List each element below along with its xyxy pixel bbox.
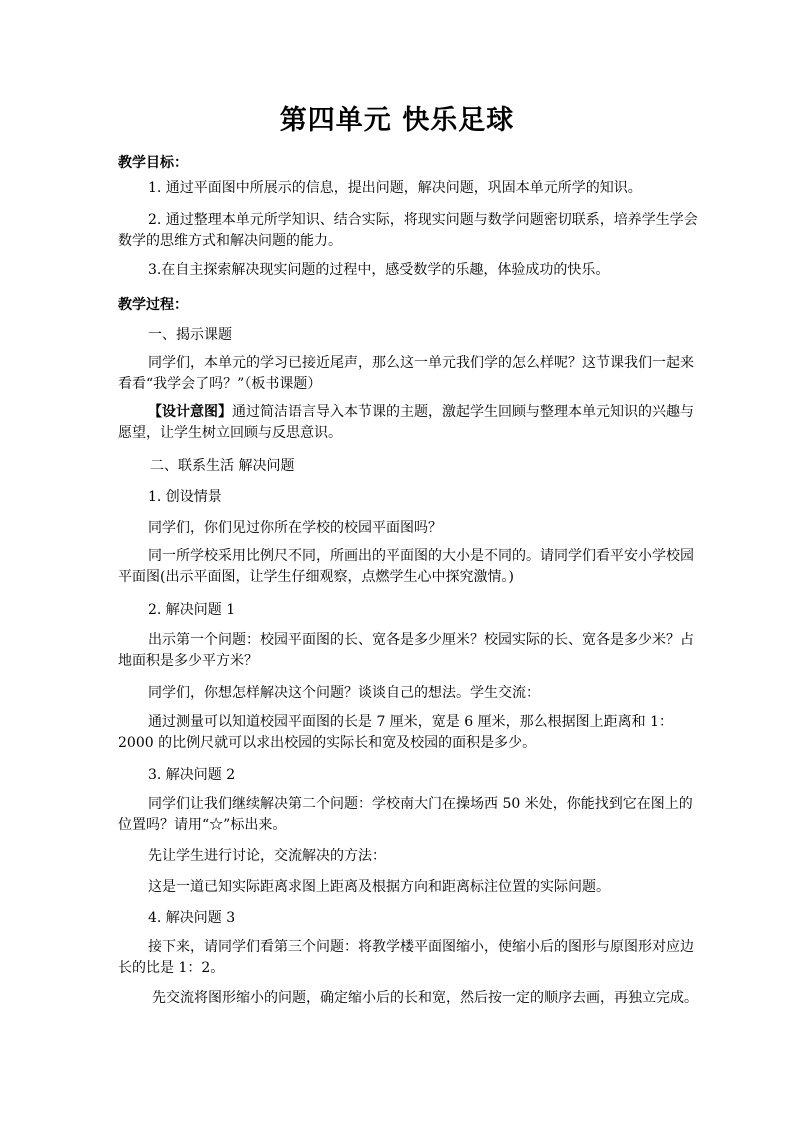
section-1-title: 一、揭示课题 [148, 327, 232, 343]
section-2-title: 二、联系生活 解决问题 [150, 458, 295, 474]
step-2-paragraph-1: 出示第一个问题：校园平面图的长、宽各是多少厘米？校园实际的长、宽各是多少米？占地面积是多少平方米？ [118, 632, 694, 669]
objective-item-3: 3.在自主探索解决现实问题的过程中，感受数学的乐趣，体验成功的快乐。 [148, 262, 610, 278]
step-1-paragraph-2: 同一所学校采用比例尺不同，所画出的平面图的大小是不同的。请同学们看平安小学校园平面图(出示平面图，让学生仔细观察，点燃学生心中探究激情。) [118, 548, 694, 585]
objective-item-2: 2. 通过整理本单元所学知识、结合实际，将现实问题与数学问题密切联系，培养学生学会数学的思维方式和解决问题的能力。 [118, 212, 698, 249]
design-intent-text: 通过简洁语言导入本节课的主题，激起学生回顾与整理本单元知识的兴趣与愿望，让学生树立回顾与反思意识。 [118, 404, 694, 441]
document-title: 第四单元 快乐足球 [279, 105, 515, 136]
step-4-paragraph-2: 先交流将图形缩小的问题，确定缩小后的长和宽，然后按一定的顺序去画，再独立完成。 [152, 990, 698, 1006]
section-1-paragraph: 同学们，本单元的学习已接近尾声，那么这一单元我们学的怎么样呢？这节课我们一起来看看“我学会了吗？”（板书课题） [118, 355, 694, 392]
design-intent-paragraph [118, 402, 698, 444]
step-3-paragraph-3: 这是一道已知实际距离求图上距离及根据方向和距离标注位置的实际问题。 [148, 879, 610, 895]
step-2-paragraph-2: 同学们，你想怎样解决这个问题？谈谈自己的想法。学生交流： [148, 685, 540, 701]
objective-item-1: 1. 通过平面图中所展示的信息，提出问题，解决问题，巩固本单元所学的知识。 [148, 180, 642, 196]
step-3-paragraph-1: 同学们让我们继续解决第二个问题：学校南大门在操场西 50 米处，你能找到它在图上的位置吗？请用“☆”标出来。 [118, 796, 693, 833]
step-2-title: 2. 解决问题 1 [148, 602, 236, 618]
step-3-title: 3. 解决问题 2 [148, 767, 236, 783]
process-heading: 教学过程： [118, 297, 188, 313]
step-4-title: 4. 解决问题 3 [148, 910, 236, 926]
step-1-paragraph-1: 同学们，你们见过你所在学校的校园平面图吗？ [148, 520, 442, 536]
step-2-paragraph-3: 通过测量可以知道校园平面图的长是 7 厘米，宽是 6 厘米，那么根据图上距离和 1：2000 的比例尺就可以求出校园的实际长和宽及校园的面积是多少。 [118, 714, 673, 751]
step-3-paragraph-2: 先让学生进行讨论，交流解决的方法： [148, 848, 386, 864]
objectives-heading: 教学目标： [118, 155, 188, 171]
step-4-paragraph-1: 接下来，请同学们看第三个问题：将教学楼平面图缩小，使缩小后的图形与原图形对应边长的比是 1：2。 [118, 939, 694, 976]
step-1-title: 1. 创设情景 [148, 489, 222, 505]
design-intent-label: 【设计意图】 [148, 404, 232, 420]
